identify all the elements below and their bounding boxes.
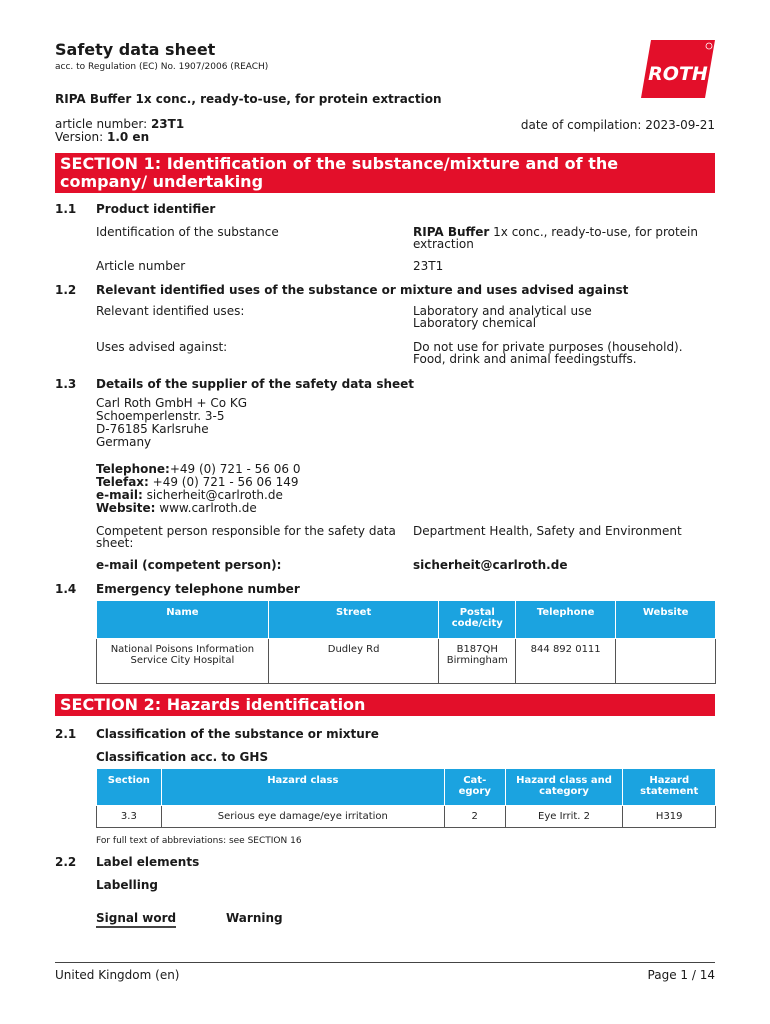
section-1-1-number: 1.1 [55, 202, 77, 216]
website-label: Website: [96, 501, 156, 515]
col-category: Cat-egory [444, 769, 505, 806]
relevant-uses-label: Relevant identified uses: [96, 304, 245, 318]
compilation-label: date of compilation: [520, 118, 642, 132]
col-name: Name [97, 601, 269, 639]
section-1-header: SECTION 1: Identification of the substance/mixture and of the company/ undertaking [55, 153, 715, 193]
section-1-4-title: Emergency telephone number [96, 582, 300, 596]
roth-logo [641, 40, 715, 98]
relevant-uses-value [413, 305, 713, 329]
website-link[interactable]: www.carlroth.de [155, 501, 257, 515]
document-title: Safety data sheet [55, 40, 216, 59]
telephone-label: Telephone: [96, 462, 170, 476]
emergency-contact-table [96, 600, 716, 684]
product-name: RIPA Buffer 1x conc., ready-to-use, for protein extraction [55, 92, 442, 106]
cell-street: Dudley Rd [268, 639, 439, 684]
cell-postal: B187QH Birmingham [439, 639, 516, 684]
cell-website [616, 639, 716, 684]
col-postal: Postal code/city [439, 601, 516, 639]
cell-hazard-class: Serious eye damage/eye irritation [161, 806, 444, 828]
table-row [97, 639, 716, 684]
telephone-value: +49 (0) 721 - 56 06 0 [169, 462, 301, 476]
article-number-value: 23T1 [150, 117, 185, 131]
regulation-subtitle: acc. to Regulation (EC) No. 1907/2006 (REACH) [55, 62, 269, 72]
col-website: Website [616, 601, 716, 639]
signal-word-label: Signal word [96, 911, 176, 928]
identification-value [413, 226, 713, 250]
col-hazard-class: Hazard class [161, 769, 444, 806]
address-line-1: Carl Roth GmbH + Co KG [96, 396, 248, 410]
cell-category: 2 [444, 806, 505, 828]
uses-advised-against-value [413, 341, 713, 365]
section-2-2-title: Label elements [96, 855, 200, 869]
uses-advised-against-label: Uses advised against: [96, 340, 228, 354]
section-1-2-title: Relevant identified uses of the substance or mixture and uses advised against [96, 283, 629, 297]
article-number-label: article number: [55, 117, 148, 131]
section-1-2-number: 1.2 [55, 283, 77, 297]
compilation-date [521, 118, 715, 132]
address-line-2: Schoemperlenstr. 3-5 [96, 409, 225, 423]
relevant-use-1: Laboratory and analytical use [413, 304, 592, 318]
col-street: Street [268, 601, 439, 639]
col-telephone: Telephone [516, 601, 616, 639]
cell-section: 3.3 [97, 806, 162, 828]
emergency-table-header [97, 601, 716, 639]
version-value: 1.0 en [107, 130, 150, 144]
table-row [97, 806, 716, 828]
address-line-3: D-76185 Karlsruhe [96, 422, 209, 436]
identification-label: Identification of the substance [96, 225, 279, 239]
competent-person-value: Department Health, Safety and Environment [413, 524, 682, 538]
supplier-contact [96, 463, 406, 515]
section-1-4-number: 1.4 [55, 582, 77, 596]
section-2-1-title: Classification of the substance or mixture [96, 727, 379, 741]
version-label: Version: [55, 130, 104, 144]
article-number-row-value: 23T1 [413, 259, 444, 273]
competent-email-label: e-mail (competent person): [96, 558, 282, 572]
address-line-4: Germany [96, 435, 152, 449]
col-section: Section [97, 769, 162, 806]
col-hazard-statement: Hazard statement [623, 769, 716, 806]
col-hazard-class-category: Hazard class and category [505, 769, 623, 806]
competent-person-label: Competent person responsible for the safety data sheet: [96, 524, 396, 550]
cell-telephone: 844 892 0111 [516, 639, 616, 684]
cell-name: National Poisons Information Service City Hospital [97, 639, 269, 684]
email-link[interactable]: sicherheit@carlroth.de [142, 488, 283, 502]
section-2-header: SECTION 2: Hazards identification [55, 694, 715, 716]
article-version-block [55, 118, 184, 144]
article-number-row-label: Article number [96, 259, 186, 273]
section-1-1-title: Product identifier [96, 202, 216, 216]
section-2-1-number: 2.1 [55, 727, 77, 741]
section-1-3-number: 1.3 [55, 377, 77, 391]
labelling-heading: Labelling [96, 878, 158, 892]
supplier-address [96, 397, 406, 449]
footer-divider [55, 962, 715, 963]
cell-hazard-statement: H319 [623, 806, 716, 828]
cell-hazard-class-category: Eye Irrit. 2 [505, 806, 623, 828]
telefax-value: +49 (0) 721 - 56 06 149 [148, 475, 299, 489]
ghs-classification-table [96, 768, 716, 828]
compilation-value: 2023-09-21 [645, 118, 715, 132]
section-2-2-number: 2.2 [55, 855, 77, 869]
ghs-classification-title: Classification acc. to GHS [96, 750, 269, 764]
logo-text: ROTH [648, 63, 708, 85]
identification-value-rest: 1x conc., ready-to-use, for protein extraction [413, 225, 698, 251]
advised-against-2: Food, drink and animal feedingstuffs. [413, 352, 637, 366]
advised-against-1: Do not use for private purposes (household). [413, 340, 683, 354]
relevant-use-2: Laboratory chemical [413, 316, 537, 330]
page-number: Page 1 / 14 [647, 968, 715, 982]
identification-value-bold: RIPA Buffer [413, 225, 490, 239]
section-1-3-title: Details of the supplier of the safety data sheet [96, 377, 415, 391]
competent-email-value[interactable]: sicherheit@carlroth.de [413, 558, 568, 572]
ghs-table-header [97, 769, 716, 806]
telefax-label: Telefax: [96, 475, 149, 489]
signal-word-value: Warning [226, 911, 283, 925]
email-label: e-mail: [96, 488, 143, 502]
abbreviation-note: For full text of abbreviations: see SECTION 16 [96, 836, 302, 846]
footer-locale: United Kingdom (en) [55, 968, 180, 982]
